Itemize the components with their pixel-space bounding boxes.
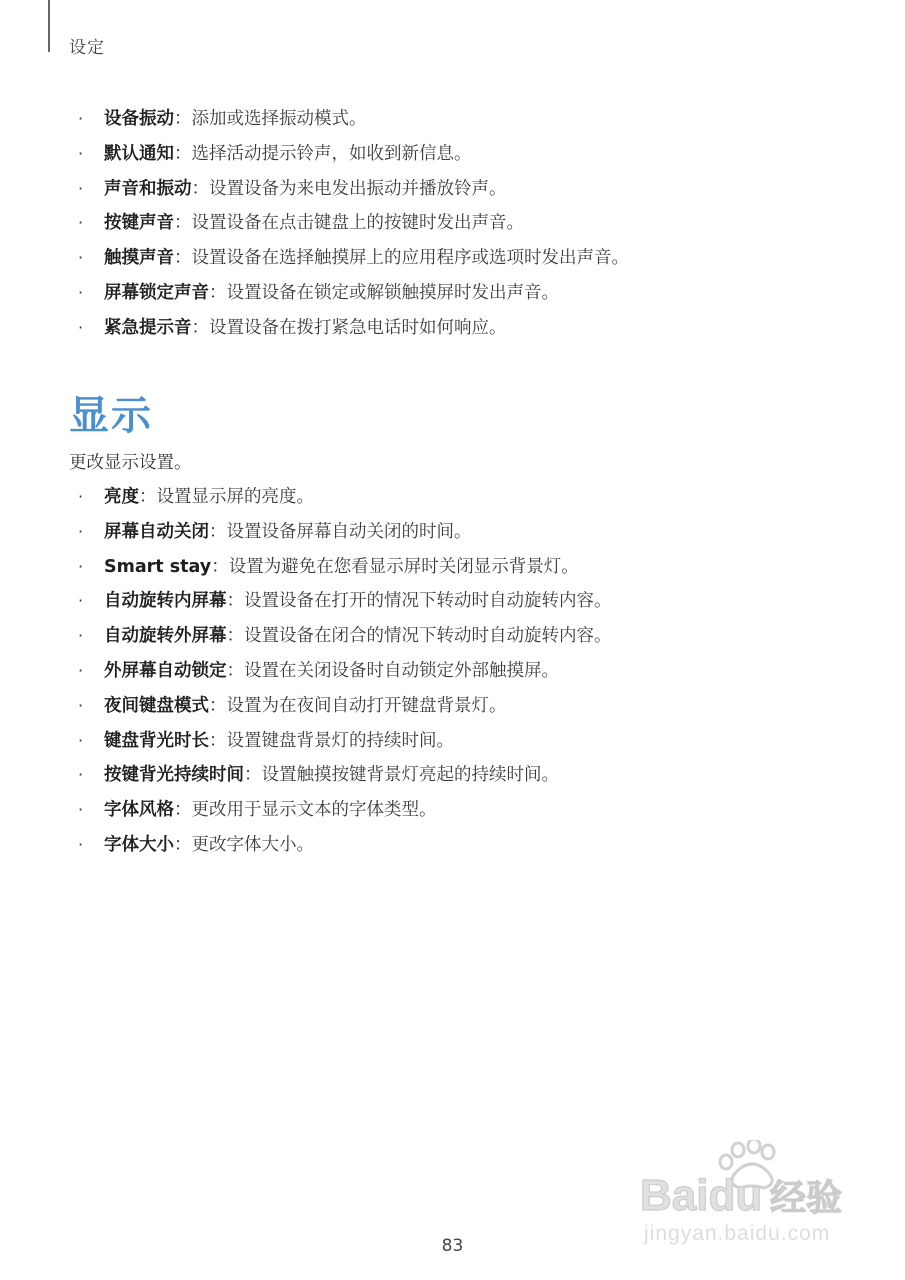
bullet-icon: ·	[78, 626, 84, 646]
item-description: 设置设备在选择触摸屏上的应用程序或选项时发出声音。	[191, 248, 629, 269]
item-term: 字体大小	[104, 834, 174, 855]
colon: ：	[174, 800, 192, 821]
bullet-icon: ·	[78, 213, 84, 233]
bullet-icon: ·	[78, 143, 84, 163]
item-term: 按键背光持续时间	[104, 765, 244, 786]
list-item	[78, 106, 629, 141]
colon: ：	[174, 834, 192, 855]
list-item	[78, 797, 612, 832]
item-term: 自动旋转外屏幕	[104, 626, 227, 647]
item-term: 按键声音	[104, 213, 174, 234]
baidu-watermark-logo	[640, 1140, 870, 1250]
section-label: 设定	[69, 38, 105, 58]
display-settings-list	[78, 484, 612, 867]
watermark-brand: Baidu	[640, 1171, 763, 1220]
page-number: 83	[441, 1236, 464, 1256]
item-term: 键盘背光时长	[104, 730, 209, 751]
colon: ：	[244, 765, 262, 786]
item-description: 设置设备在拨打紧急电话时如何响应。	[209, 317, 507, 338]
colon: ：	[191, 317, 209, 338]
item-description: 设置设备屏幕自动关闭的时间。	[226, 521, 472, 542]
item-description: 选择活动提示铃声，如收到新信息。	[191, 143, 472, 164]
bullet-icon: ·	[78, 282, 84, 302]
list-item	[78, 176, 629, 211]
bullet-icon: ·	[78, 834, 84, 854]
item-term: 默认通知	[104, 143, 174, 164]
colon: ：	[174, 143, 192, 164]
list-item	[78, 315, 629, 350]
list-item	[78, 280, 629, 315]
item-term: 声音和振动	[104, 178, 192, 199]
bullet-icon: ·	[78, 660, 84, 680]
list-item	[78, 554, 612, 589]
list-item	[78, 728, 612, 763]
item-term: 紧急提示音	[104, 317, 192, 338]
item-description: 设置设备在闭合的情况下转动时自动旋转内容。	[244, 626, 612, 647]
item-term: 触摸声音	[104, 248, 174, 269]
section-heading: 显示	[69, 393, 153, 439]
item-description: 设置为避免在您看显示屏时关闭显示背景灯。	[228, 556, 579, 577]
colon: ：	[226, 660, 244, 681]
list-item	[78, 693, 612, 728]
item-term: Smart stay	[104, 556, 212, 577]
colon: ：	[209, 695, 227, 716]
bullet-icon: ·	[78, 109, 84, 128]
sound-settings-list	[78, 106, 629, 350]
list-item	[78, 245, 629, 280]
section-intro: 更改显示设置。	[69, 453, 192, 473]
item-description: 设置显示屏的亮度。	[156, 487, 314, 507]
colon: ：	[226, 591, 244, 612]
item-description: 设置设备在点击键盘上的按键时发出声音。	[191, 213, 524, 234]
colon: ：	[209, 282, 227, 303]
bullet-icon: ·	[78, 487, 84, 506]
colon: ：	[139, 487, 157, 507]
bullet-icon: ·	[78, 765, 84, 785]
colon: ：	[226, 626, 244, 647]
colon: ：	[211, 556, 229, 577]
item-description: 设置设备为来电发出振动并播放铃声。	[209, 178, 507, 199]
list-item	[78, 141, 629, 176]
item-description: 设置为在夜间自动打开键盘背景灯。	[226, 695, 507, 716]
bullet-icon: ·	[78, 178, 84, 198]
list-item	[78, 588, 612, 623]
item-term: 字体风格	[104, 800, 174, 821]
item-description: 设置在关闭设备时自动锁定外部触摸屏。	[244, 660, 559, 681]
header-rule	[48, 0, 50, 52]
item-description: 设置触摸按键背景灯亮起的持续时间。	[261, 765, 559, 786]
item-description: 更改字体大小。	[191, 834, 314, 855]
list-item	[78, 519, 612, 554]
bullet-icon: ·	[78, 591, 84, 611]
item-description: 更改用于显示文本的字体类型。	[191, 800, 437, 821]
colon: ：	[174, 248, 192, 269]
bullet-icon: ·	[78, 730, 84, 750]
colon: ：	[209, 730, 227, 751]
list-item	[78, 210, 629, 245]
bullet-icon: ·	[78, 521, 84, 541]
item-term: 亮度	[104, 487, 139, 507]
list-item	[78, 484, 612, 519]
bullet-icon: ·	[78, 248, 84, 268]
colon: ：	[174, 213, 192, 234]
bullet-icon: ·	[78, 695, 84, 715]
item-term: 夜间键盘模式	[104, 695, 209, 716]
list-item	[78, 658, 612, 693]
bullet-icon: ·	[78, 317, 84, 337]
bullet-icon: ·	[78, 800, 84, 820]
item-term: 屏幕锁定声音	[104, 282, 209, 303]
watermark-url: jingyan.baidu.com	[644, 1222, 831, 1245]
list-item	[78, 623, 612, 658]
colon: ：	[209, 521, 227, 542]
item-term: 设备振动	[104, 109, 174, 129]
item-term: 自动旋转内屏幕	[104, 591, 227, 612]
item-term: 屏幕自动关闭	[104, 521, 209, 542]
colon: ：	[191, 178, 209, 199]
item-description: 设置设备在锁定或解锁触摸屏时发出声音。	[226, 282, 559, 303]
item-description: 添加或选择振动模式。	[191, 109, 367, 129]
item-term: 外屏幕自动锁定	[104, 660, 227, 681]
watermark-suffix: 经验	[770, 1177, 843, 1218]
colon: ：	[174, 109, 192, 129]
item-description: 设置设备在打开的情况下转动时自动旋转内容。	[244, 591, 612, 612]
item-description: 设置键盘背景灯的持续时间。	[226, 730, 454, 751]
bullet-icon: ·	[78, 556, 84, 576]
list-item	[78, 762, 612, 797]
list-item	[78, 832, 612, 867]
